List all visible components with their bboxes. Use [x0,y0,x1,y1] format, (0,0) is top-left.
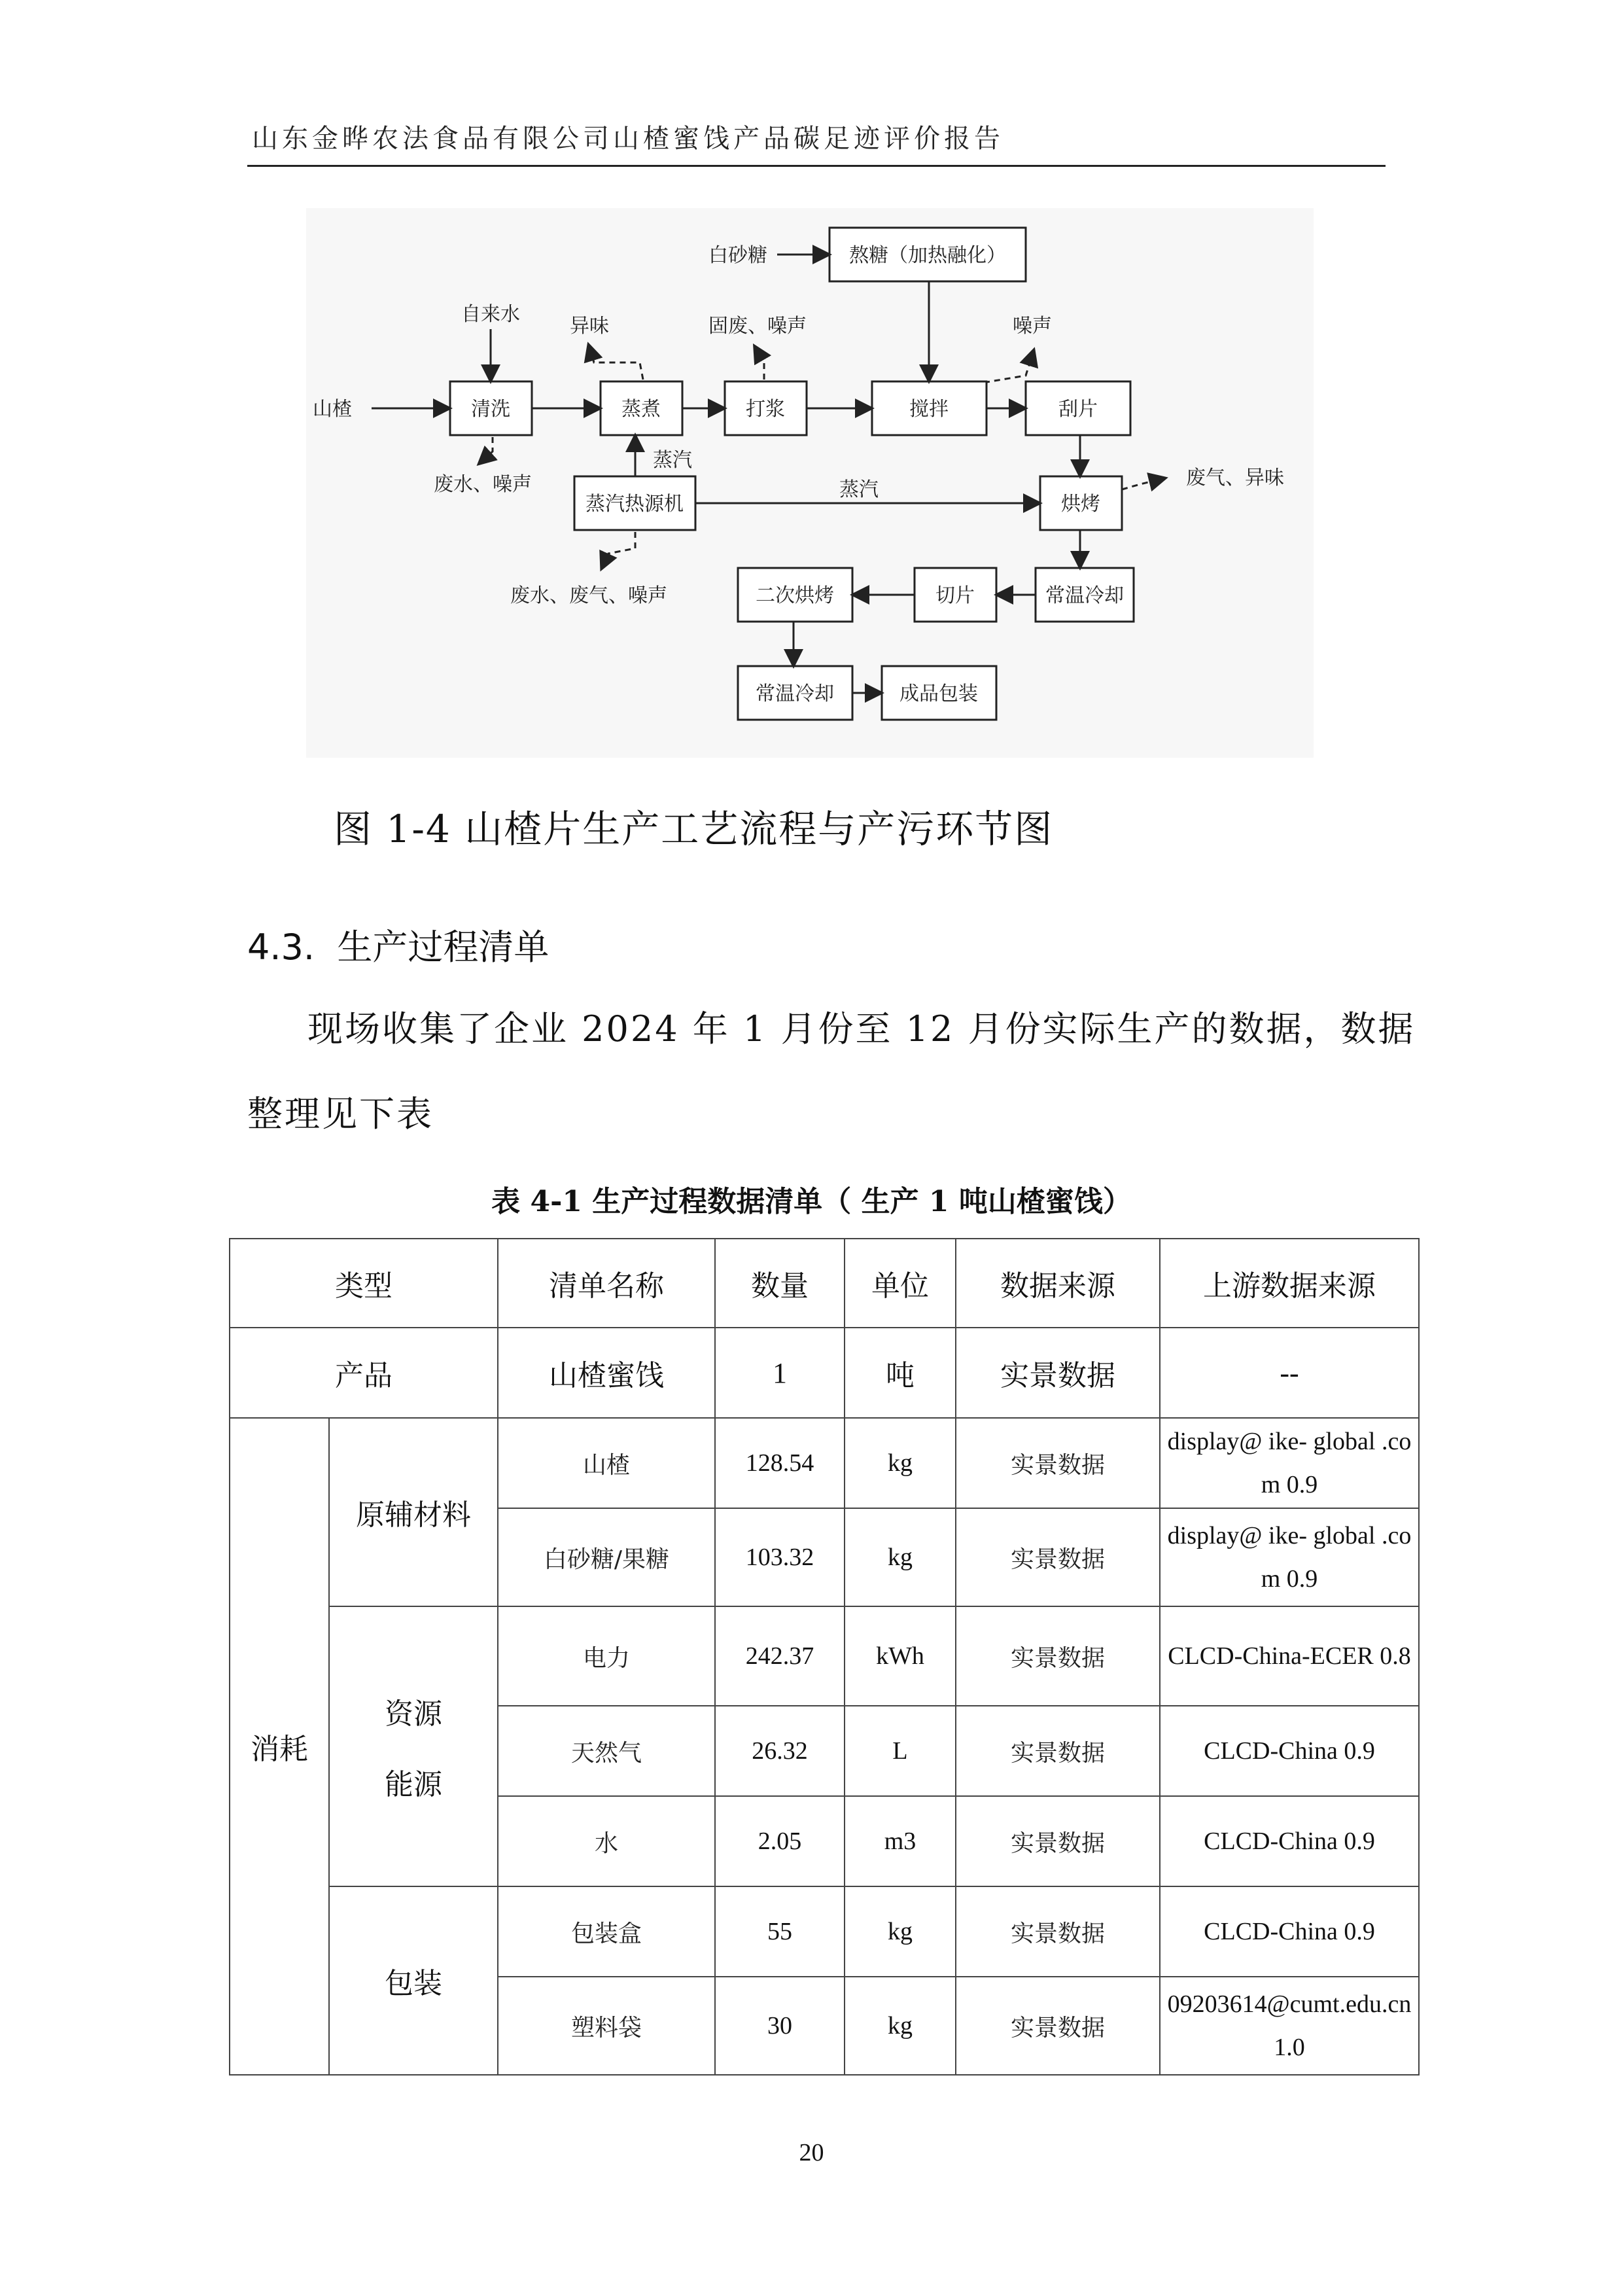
process-flow-diagram [306,208,1314,758]
row-source: 实景数据 [956,1977,1160,2075]
row-upstream: display@ ike- global .com 0.9 [1160,1508,1419,1606]
row-unit: kWh [845,1606,956,1706]
row-upstream: 09203614@cumt.edu.cn 1.0 [1160,1977,1419,2075]
label-gufei: 固废、噪声 [708,315,807,338]
header-name: 清单名称 [498,1239,715,1328]
label-zhengqi1: 蒸汽 [653,449,692,472]
group-pack: 包装 [329,1886,498,2075]
label-qiepian: 切片 [935,584,975,607]
row-unit: L [845,1706,956,1796]
label-zhengqi-rej: 蒸汽热源机 [585,493,684,516]
page-number: 20 [799,2139,824,2166]
product-type: 产品 [230,1328,498,1418]
section-number: 4.3. [247,927,315,968]
section-title: 生产过程清单 [337,927,550,968]
row-qty: 30 [715,1977,845,2075]
label-changwen2: 常温冷却 [756,682,834,705]
emission-arrows [480,345,1164,568]
row-unit: kg [845,1977,956,2075]
row-qty: 26.32 [715,1706,845,1796]
label-jiaoban: 搅拌 [909,398,949,421]
header-unit: 单位 [845,1239,956,1328]
label-zhengqi2: 蒸汽 [839,478,879,501]
group-energy-line2: 能源 [385,1768,442,1801]
row-upstream: display@ ike- global .com 0.9 [1160,1418,1419,1508]
table-header-row [230,1239,1419,1328]
table-row [230,1418,1419,1508]
row-upstream: CLCD-China 0.9 [1160,1886,1419,1977]
row-upstream: CLCD-China 0.9 [1160,1706,1419,1796]
row-source: 实景数据 [956,1508,1160,1606]
inventory-table [229,1238,1420,2075]
emission-arrow-hongkao [1122,478,1164,489]
row-unit: kg [845,1886,956,1977]
row-qty: 103.32 [715,1508,845,1606]
label-baishatang: 白砂糖 [708,244,767,267]
row-upstream: CLCD-China 0.9 [1160,1796,1419,1886]
product-upstream: -- [1160,1328,1419,1418]
row-qty: 128.54 [715,1418,845,1508]
label-erci: 二次烘烤 [756,584,834,607]
label-zhengzhu: 蒸煮 [621,398,661,421]
label-chengpin: 成品包装 [899,682,978,705]
header-qty: 数量 [715,1239,845,1328]
product-unit: 吨 [845,1328,956,1418]
paragraph-line-1: 现场收集了企业 2024 年 1 月份至 12 月份实际生产的数据，数据 [307,1008,1416,1050]
header-type: 类型 [230,1239,498,1328]
row-source: 实景数据 [956,1706,1160,1796]
row-unit: kg [845,1418,956,1508]
header-upstream: 上游数据来源 [1160,1239,1419,1328]
product-name: 山楂蜜饯 [498,1328,715,1418]
row-unit: m3 [845,1796,956,1886]
label-guapian: 刮片 [1058,398,1098,421]
figure-caption: 图 1-4 山楂片生产工艺流程与产污环节图 [334,807,1054,851]
emission-arrow-dajiang [755,347,764,380]
row-name: 塑料袋 [498,1977,715,2075]
label-changwen1: 常温冷却 [1045,584,1124,607]
table-row [230,1606,1419,1706]
label-zilaishui: 自来水 [461,303,520,326]
label-feishui2: 废水、废气、噪声 [510,584,667,607]
report-header: 山东金晔农法食品有限公司山楂蜜饯产品碳足迹评价报告 [252,124,1004,154]
row-qty: 55 [715,1886,845,1977]
row-unit: kg [845,1508,956,1606]
label-dajiang: 打浆 [746,398,785,421]
emission-arrow-qingxi [480,437,493,463]
label-feiqi: 废气、异味 [1186,467,1284,489]
row-upstream: CLCD-China-ECER 0.8 [1160,1606,1419,1706]
group-energy-line1: 资源 [385,1697,442,1731]
row-qty: 242.37 [715,1606,845,1706]
row-name: 水 [498,1796,715,1886]
paragraph-line-2: 整理见下表 [247,1093,434,1135]
consume-label: 消耗 [230,1418,329,2075]
label-qingxi: 清洗 [471,398,510,421]
row-name: 白砂糖/果糖 [498,1508,715,1606]
row-name: 天然气 [498,1706,715,1796]
label-zaosheng: 噪声 [1013,315,1052,338]
table-row-product [230,1328,1419,1418]
row-source: 实景数据 [956,1886,1160,1977]
emission-arrow-rej [602,532,635,568]
header-source: 数据来源 [956,1239,1160,1328]
label-feishui1: 废水、噪声 [434,473,532,496]
table-row [230,1886,1419,1977]
row-source: 实景数据 [956,1796,1160,1886]
group-raw: 原辅材料 [329,1418,498,1606]
emission-arrow-zhengzhu [589,345,643,380]
table-title: 表 4-1 生产过程数据清单（ 生产 1 吨山楂蜜饯） [491,1185,1132,1218]
label-hongkao: 烘烤 [1061,493,1100,516]
row-source: 实景数据 [956,1418,1160,1508]
label-shanzha: 山楂 [313,398,352,421]
group-energy [329,1606,498,1886]
label-yiwei1: 异味 [570,315,609,338]
row-name: 电力 [498,1606,715,1706]
row-qty: 2.05 [715,1796,845,1886]
header-rule [247,165,1386,167]
row-name: 包装盒 [498,1886,715,1977]
label-aotang: 熬糖（加热融化） [849,244,1006,267]
section-heading [247,919,549,970]
row-source: 实景数据 [956,1606,1160,1706]
product-qty: 1 [715,1328,845,1418]
row-name: 山楂 [498,1418,715,1508]
product-source: 实景数据 [956,1328,1160,1418]
process-boxes [450,228,1134,720]
